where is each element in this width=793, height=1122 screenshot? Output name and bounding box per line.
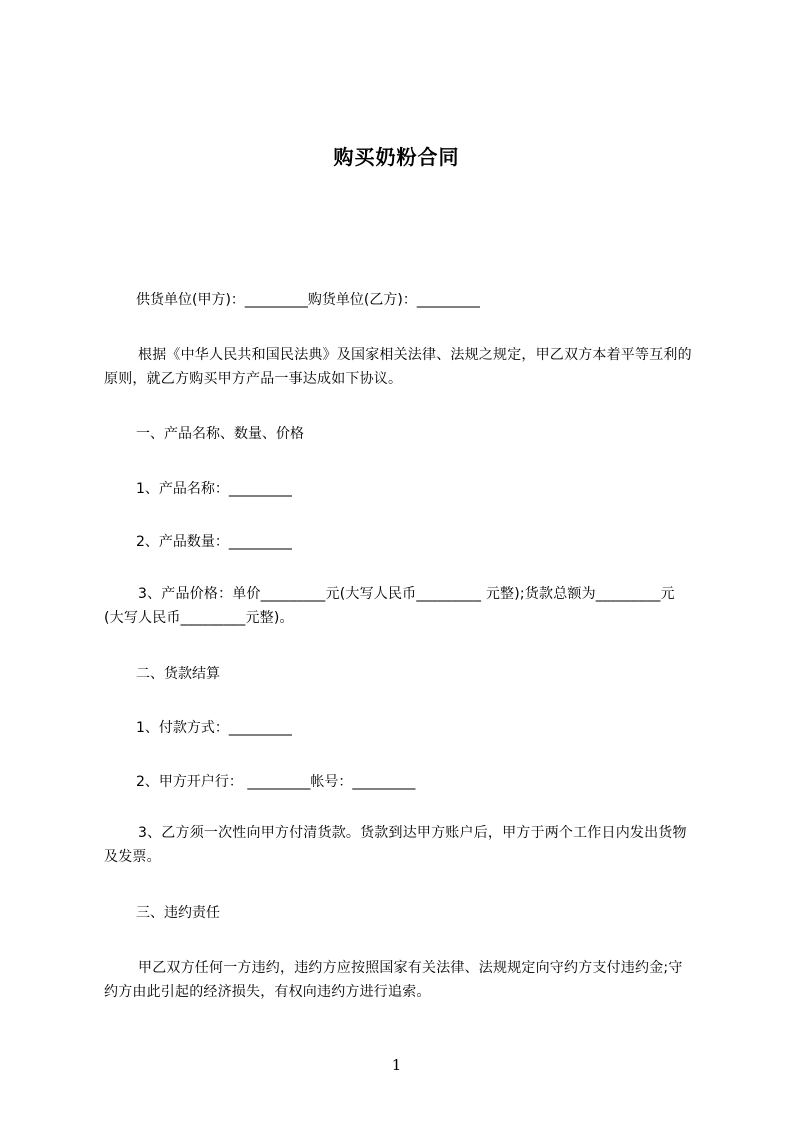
bank-account-line: 2、甲方开户行： _________帐号：_________: [136, 774, 416, 790]
section-heading-payment: 二、货款结算: [136, 666, 220, 682]
liability-paragraph: 甲乙双方任何一方违约，违约方应按照国家有关法律、法规规定向守约方支付违约金;守约方由此引起的经济损失，有权向违约方进行追索。: [104, 960, 683, 1000]
payment-method-line: 1、付款方式：_________: [136, 720, 292, 736]
payment-terms-paragraph: 3、乙方须一次性向甲方付清货款。货款到达甲方账户后，甲方于两个工作日内发出货物及发票。: [104, 825, 687, 865]
section-heading-product: 一、产品名称、数量、价格: [136, 426, 304, 442]
product-name-line: 1、产品名称：_________: [136, 481, 292, 497]
document-title: 购买奶粉合同: [333, 145, 460, 169]
section-heading-liability: 三、违约责任: [136, 905, 220, 921]
page-number: 1: [391, 1056, 402, 1074]
product-quantity-line: 2、产品数量：_________: [136, 534, 292, 550]
product-price-paragraph: 3、产品价格：单价_________元(大写人民币_________ 元整);货款总额为_________元(大写人民币_________元整)。: [104, 586, 675, 626]
preamble-paragraph: 根据《中华人民共和国民法典》及国家相关法律、法规之规定，甲乙双方本着平等互利的原则，就乙方购买甲方产品一事达成如下协议。: [104, 347, 692, 387]
parties-line: 供货单位(甲方)：_________购货单位(乙方)：_________: [136, 292, 480, 308]
